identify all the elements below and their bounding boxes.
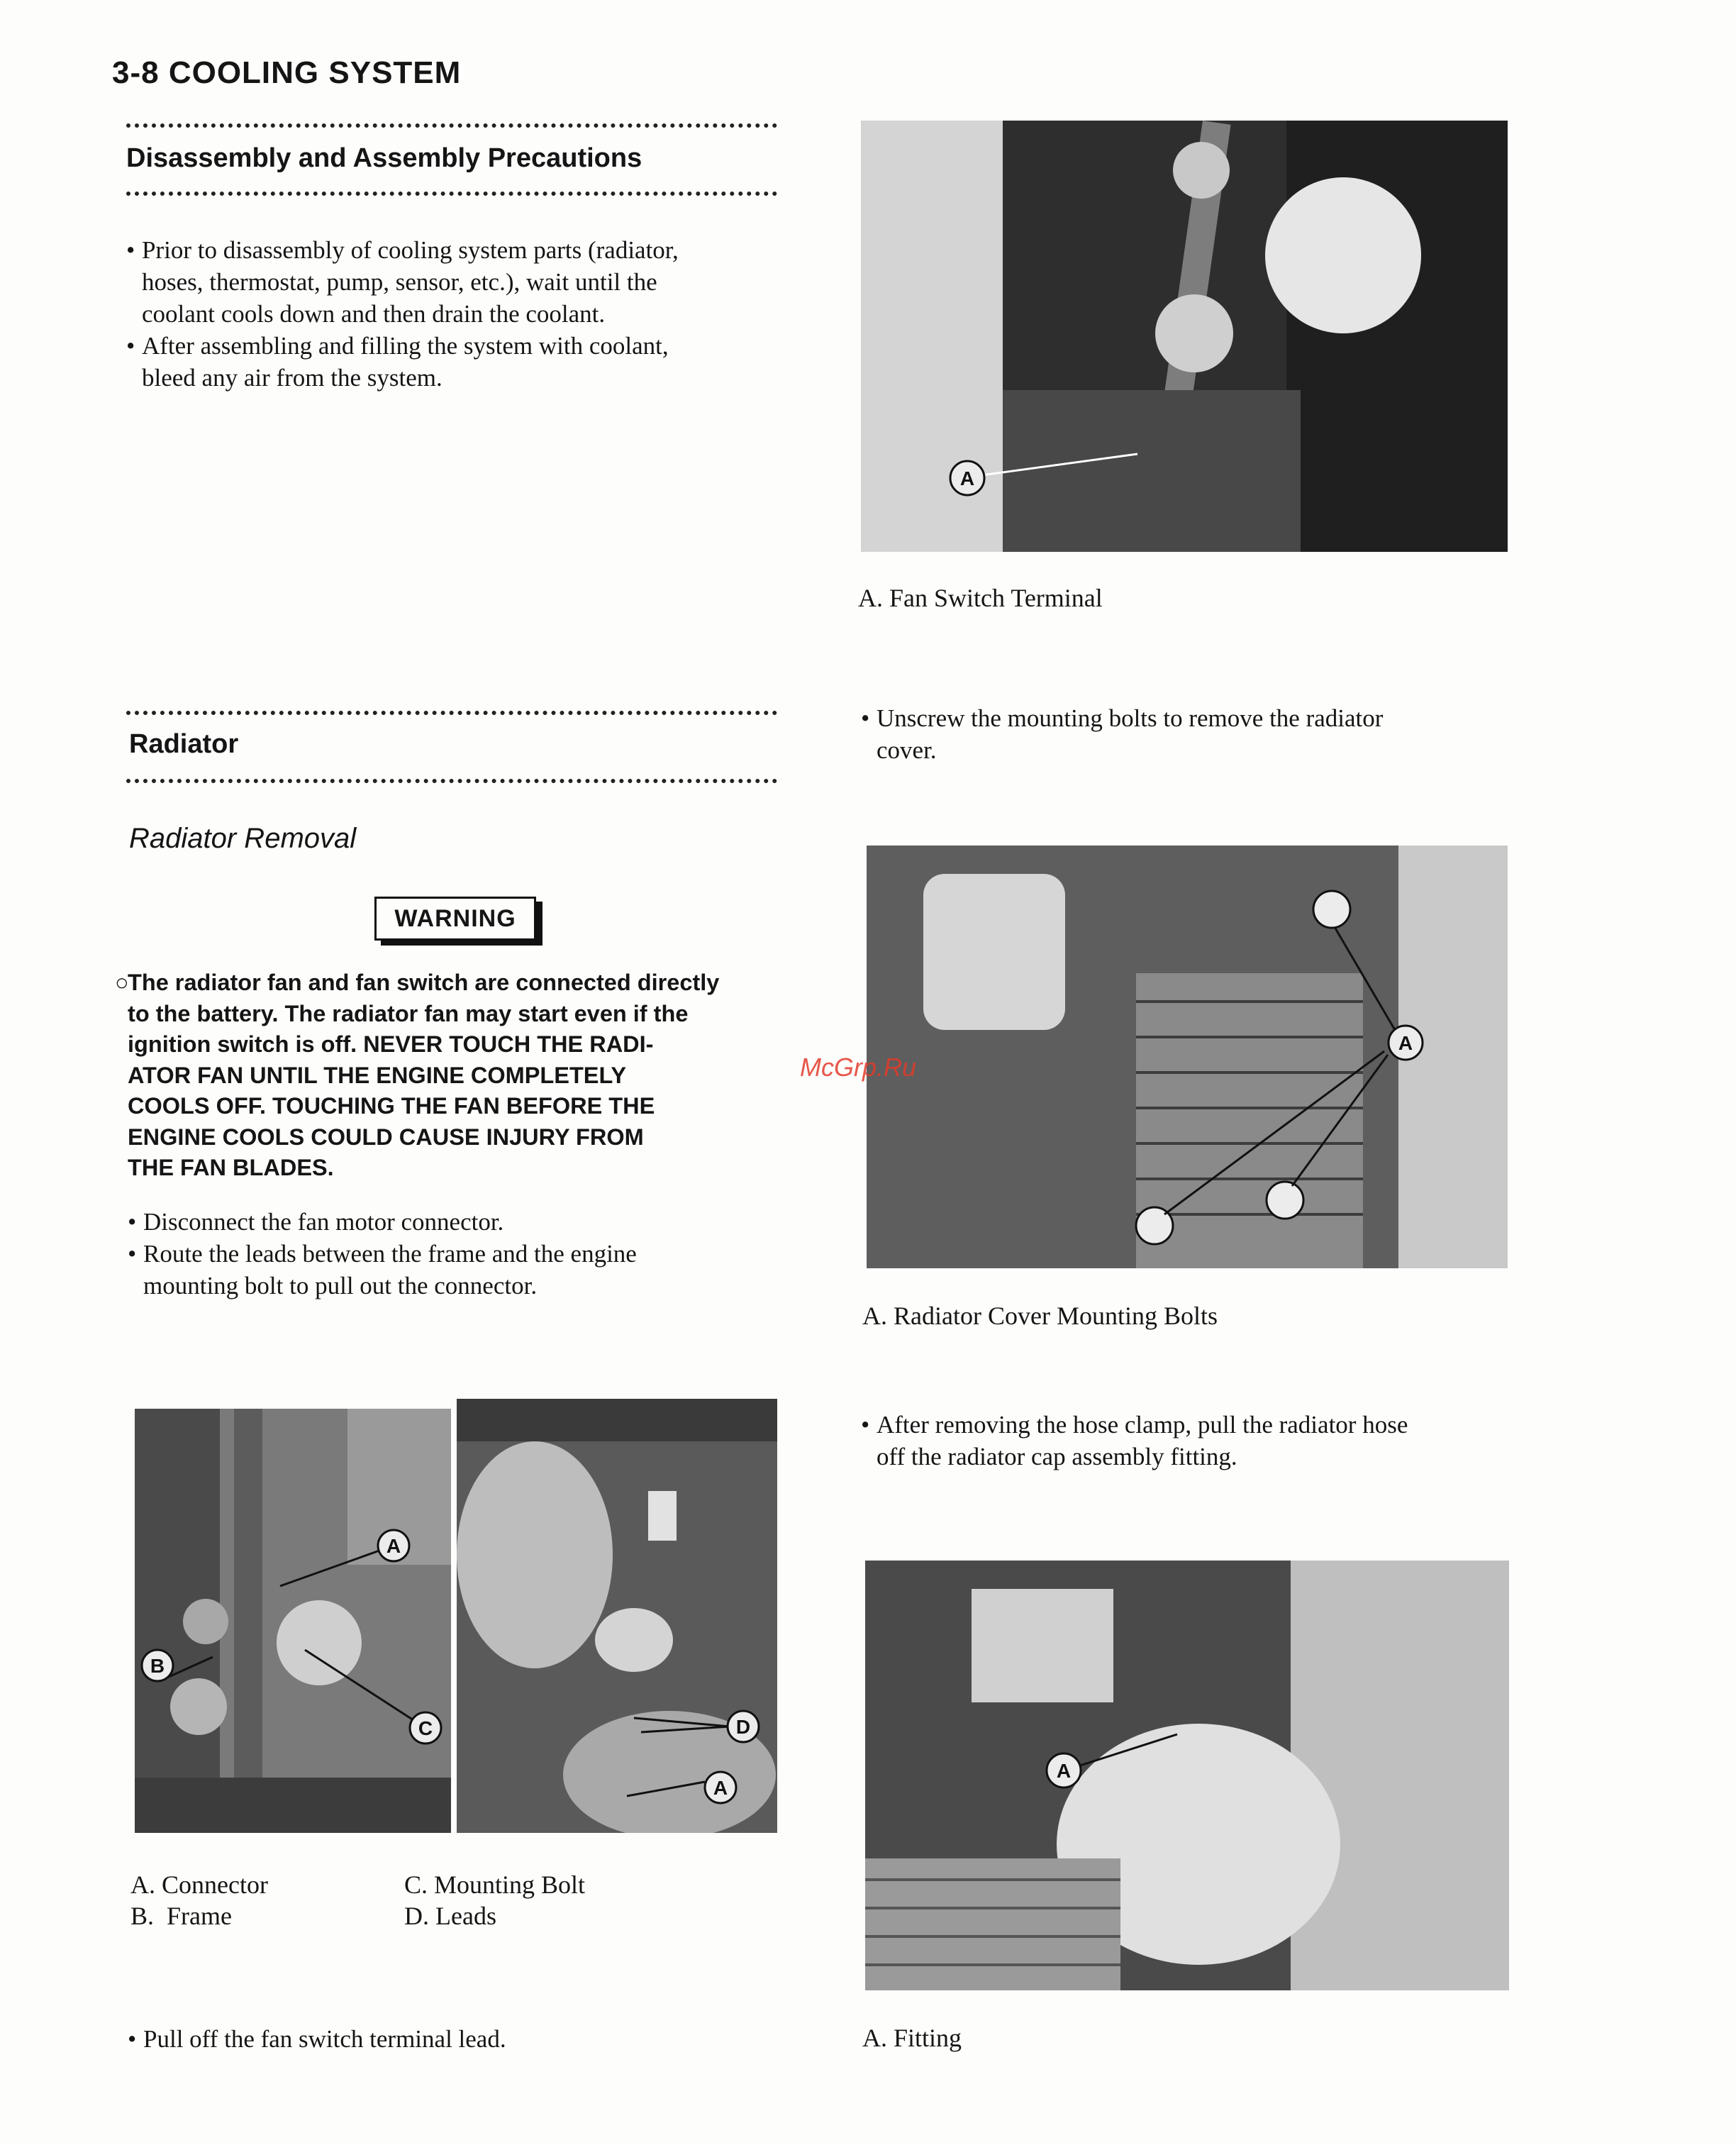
precautions-title: Disassembly and Assembly Precautions bbox=[126, 143, 642, 173]
page-header: 3-8 COOLING SYSTEM bbox=[112, 55, 462, 90]
fitting-caption: A. Fitting bbox=[862, 2024, 962, 2052]
warning-line: ENGINE COOLS COULD CAUSE INJURY FROM bbox=[128, 1124, 644, 1150]
divider bbox=[126, 711, 777, 715]
svg-text:A: A bbox=[386, 1535, 401, 1557]
legend-d: D. Leads bbox=[404, 1902, 496, 1930]
radiator-bullets bbox=[128, 1206, 781, 1302]
svg-text:C: C bbox=[418, 1717, 433, 1739]
warning-label: WARNING bbox=[374, 897, 536, 941]
warning-line: ignition switch is off. NEVER TOUCH THE RADI- bbox=[128, 1031, 654, 1057]
legend-c: C. Mounting Bolt bbox=[404, 1870, 586, 1899]
svg-text:A: A bbox=[1056, 1760, 1072, 1782]
legend-a: A. Connector bbox=[130, 1870, 268, 1899]
list-item: • Prior to disassembly of cooling system parts (radiator, hoses, thermostat, pump, sensor, etc.), wait until the coolant cools down and then drain the coolant. bbox=[126, 236, 679, 328]
warning-line: THE FAN BLADES. bbox=[128, 1155, 334, 1180]
connector-photo-left bbox=[135, 1409, 451, 1833]
radiator-cover-photo bbox=[867, 846, 1508, 1268]
fan-switch-caption: A. Fan Switch Terminal bbox=[858, 584, 1103, 612]
connector-photo-right bbox=[457, 1399, 777, 1833]
svg-text:D: D bbox=[735, 1716, 751, 1738]
radiator-cover-caption: A. Radiator Cover Mounting Bolts bbox=[862, 1302, 1218, 1330]
watermark: McGrp.Ru bbox=[800, 1053, 917, 1082]
divider bbox=[126, 192, 777, 196]
warning-line: ATOR FAN UNTIL THE ENGINE COMPLETELY bbox=[128, 1062, 627, 1088]
list-item: • After assembling and filling the system with coolant, bleed any air from the system. bbox=[126, 332, 669, 392]
fan-switch-photo bbox=[861, 121, 1508, 552]
svg-text:A: A bbox=[1398, 1032, 1413, 1054]
final-bullet: • Pull off the fan switch terminal lead. bbox=[128, 2025, 506, 2053]
right-bullet-1: • Unscrew the mounting bolts to remove the radiator cover. bbox=[861, 704, 1384, 764]
warning-line: ○ The radiator fan and fan switch are connected directly bbox=[115, 970, 720, 995]
list-item: • Route the leads between the frame and the engine mounting bolt to pull out the connector. bbox=[128, 1240, 637, 1299]
warning-text bbox=[115, 968, 781, 1184]
precautions-bullets bbox=[126, 234, 780, 394]
radiator-subtitle: Radiator Removal bbox=[129, 823, 357, 854]
radiator-title: Radiator bbox=[129, 729, 239, 759]
fitting-photo bbox=[865, 1561, 1509, 1990]
warning-line: COOLS OFF. TOUCHING THE FAN BEFORE THE bbox=[128, 1093, 655, 1119]
divider bbox=[126, 123, 777, 128]
warning-line: to the battery. The radiator fan may start even if the bbox=[128, 1000, 689, 1026]
divider bbox=[126, 779, 777, 783]
svg-text:A: A bbox=[713, 1777, 728, 1799]
list-item: • Disconnect the fan motor connector. bbox=[128, 1208, 504, 1236]
svg-text:B: B bbox=[150, 1655, 165, 1677]
legend-b: B. Frame bbox=[130, 1902, 232, 1930]
svg-text:A: A bbox=[959, 467, 975, 489]
right-bullet-2: • After removing the hose clamp, pull the radiator hose off the radiator cap assembly fitting. bbox=[861, 1411, 1408, 1470]
